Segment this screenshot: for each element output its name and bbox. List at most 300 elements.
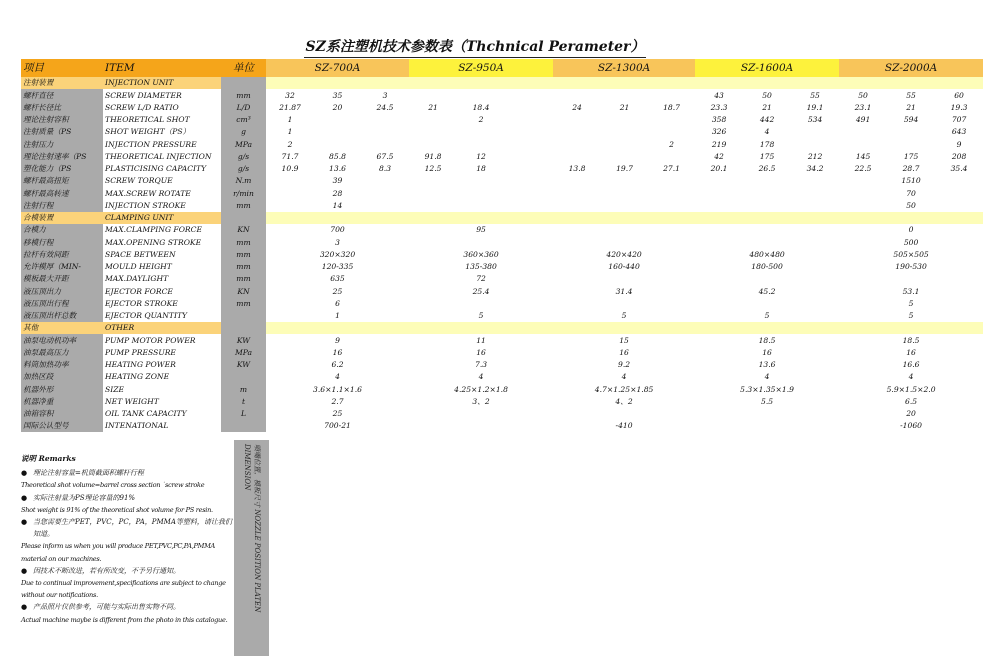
value-cell: [648, 200, 695, 212]
value-cell: 28: [332, 188, 343, 198]
value-cell: 5: [764, 311, 770, 321]
value-cell: 175: [759, 151, 775, 161]
row-unit: N.m: [221, 175, 266, 187]
row-label-en: THEORETICAL INJECTION: [103, 151, 221, 163]
row-label-cn: 模板最大开距: [21, 273, 103, 285]
value-cell: 1: [287, 127, 293, 137]
value-cell: [409, 114, 457, 126]
value-cell: [553, 175, 601, 187]
value-cell: 18.5: [902, 335, 920, 345]
value-cell: 91.8: [424, 151, 442, 161]
table-row: [21, 396, 983, 408]
table-row: [21, 310, 983, 322]
value-cell: [409, 126, 457, 138]
value-cell: 9: [335, 335, 340, 345]
value-cell: 4: [764, 127, 770, 137]
header-unit: 单位: [221, 59, 266, 77]
row-label-en: SCREW L/D RATIO: [103, 102, 221, 114]
row-label-en: SCREW TORQUE: [103, 175, 221, 187]
value-cell: 16: [619, 347, 629, 357]
row-label-en: INTENATIONAL: [103, 420, 221, 432]
value-cell: [457, 175, 505, 187]
value-cell: 3、2: [472, 396, 490, 406]
value-cell: [553, 138, 601, 150]
row-label-cn: 理论注射速率（PS: [21, 151, 103, 163]
value-cell: [409, 298, 553, 310]
value-cell: [361, 175, 409, 187]
value-cell: [361, 200, 409, 212]
row-label-en: NET WEIGHT: [103, 396, 221, 408]
value-cell: [553, 298, 695, 310]
value-cell: [601, 138, 648, 150]
value-cell: 6.2: [331, 360, 344, 370]
row-unit: [221, 371, 266, 383]
remarks-block: [21, 453, 233, 656]
value-cell: [839, 175, 887, 187]
value-cell: [409, 408, 553, 420]
value-cell: 635: [330, 274, 345, 284]
row-label-cn: 液压顶出力: [21, 285, 103, 297]
row-label-en: CLAMPING UNIT: [103, 212, 221, 224]
row-unit: mm: [221, 89, 266, 101]
value-cell: 55: [906, 90, 916, 100]
value-cell: 135-380: [465, 262, 497, 272]
value-cell: [695, 236, 839, 248]
value-cell: 43: [714, 90, 724, 100]
value-cell: 27.1: [663, 164, 681, 174]
row-label-cn: 螺杆直径: [21, 89, 103, 101]
value-cell: 50: [906, 200, 916, 210]
value-cell: 643: [951, 127, 967, 137]
value-cell: [695, 298, 839, 310]
table-row: [21, 175, 983, 187]
value-cell: 178: [759, 139, 775, 149]
value-cell: 16: [332, 347, 343, 357]
value-cell: 34.2: [806, 164, 824, 174]
value-cell: 45.2: [758, 286, 776, 296]
remark-item-en: Theoretical shot volume=barrel cross section ˙screw stroke: [21, 481, 205, 490]
table-row: [21, 420, 983, 432]
value-cell: 21.87: [279, 102, 301, 112]
value-cell: [935, 175, 983, 187]
row-unit: mm: [221, 261, 266, 273]
value-cell: 4: [764, 372, 770, 382]
value-cell: 67.5: [376, 151, 394, 161]
value-cell: [553, 114, 601, 126]
row-unit: [221, 212, 266, 224]
table-row: [21, 334, 983, 346]
row-label-cn: 螺杆长径比: [21, 102, 103, 114]
value-cell: [695, 408, 839, 420]
row-label-en: OIL TANK CAPACITY: [103, 408, 221, 420]
value-cell: 5.3×1.35×1.9: [740, 384, 794, 394]
row-unit: [221, 77, 266, 89]
row-label-en: MAX.SCREW ROTATE: [103, 187, 221, 199]
row-label-en: HEATING ZONE: [103, 371, 221, 383]
value-cell: [743, 187, 791, 199]
value-cell: 5.9×1.5×2.0: [886, 384, 936, 394]
value-cell: 707: [951, 115, 967, 125]
value-cell: [553, 187, 601, 199]
value-cell: [409, 138, 457, 150]
value-cell: 14: [332, 200, 343, 210]
value-cell: 212: [807, 151, 823, 161]
value-cell: 2.7: [331, 396, 344, 406]
value-cell: 7.3: [475, 360, 488, 370]
row-unit: [221, 310, 266, 322]
value-cell: 160-440: [608, 262, 640, 272]
row-label-cn: 注射装置: [21, 77, 103, 89]
row-label-cn: 加热区段: [21, 371, 103, 383]
value-cell: 26.5: [758, 164, 776, 174]
value-cell: [839, 126, 887, 138]
value-cell: [409, 236, 553, 248]
page-title: SZ系注塑机技术参数表（Thchnical Perameter）: [0, 36, 950, 58]
value-cell: 1: [287, 115, 293, 125]
value-cell: [791, 126, 839, 138]
value-cell: 326: [711, 127, 727, 137]
row-label-en: MAX.CLAMPING FORCE: [103, 224, 221, 236]
value-cell: 2: [287, 139, 293, 149]
value-cell: [743, 175, 791, 187]
value-cell: 320×320: [319, 249, 356, 259]
value-cell: [505, 138, 553, 150]
value-cell: 16: [906, 347, 916, 357]
value-cell: 21: [428, 102, 438, 112]
value-cell: 190-530: [895, 262, 927, 272]
row-label-en: OTHER: [103, 322, 221, 334]
row-label-cn: 拉杆有效间距: [21, 249, 103, 261]
value-cell: 2: [669, 139, 674, 149]
value-cell: [361, 138, 409, 150]
table-row: [21, 102, 983, 114]
value-cell: 2: [478, 115, 484, 125]
value-cell: 42: [714, 151, 724, 161]
row-label-cn: 合模力: [21, 224, 103, 236]
value-cell: 20: [906, 409, 916, 419]
table-row: [21, 273, 983, 285]
remark-item-cn: ● 产品照片仅供参考，可能与实际出售实物不同。: [21, 601, 233, 613]
value-cell: [791, 175, 839, 187]
value-cell: [505, 175, 553, 187]
row-unit: m: [221, 383, 266, 395]
value-cell: [553, 200, 601, 212]
value-cell: 11: [476, 335, 486, 345]
table-row: [21, 383, 983, 395]
value-cell: 18: [476, 164, 486, 174]
row-label-en: EJECTOR QUANTITY: [103, 310, 221, 322]
table-row: [21, 359, 983, 371]
value-cell: [505, 200, 553, 212]
value-cell: 534: [807, 115, 823, 125]
value-cell: [457, 200, 505, 212]
value-cell: 28.7: [902, 164, 920, 174]
row-label-en: SPACE BETWEEN: [103, 249, 221, 261]
value-cell: 0: [908, 225, 914, 235]
row-label-en: EJECTOR STROKE: [103, 298, 221, 310]
value-cell: 24.5: [376, 102, 394, 112]
value-cell: 32: [285, 90, 295, 100]
model-header-3: SZ-1600A: [695, 59, 839, 77]
value-cell: [648, 175, 695, 187]
value-cell: [409, 175, 457, 187]
value-cell: 16.6: [902, 360, 920, 370]
value-cell: 23.3: [710, 102, 728, 112]
remark-item-en: Due to continual improvement,specifications are subject to change without our notifications.: [21, 579, 226, 600]
value-cell: 358: [711, 115, 727, 125]
value-cell: 18.7: [663, 102, 681, 112]
value-cell: [505, 102, 553, 114]
section-fill: [266, 77, 983, 89]
row-unit: t: [221, 396, 266, 408]
row-unit: mm: [221, 298, 266, 310]
value-cell: 4、2: [615, 396, 633, 406]
value-cell: 53.1: [902, 286, 920, 296]
row-unit: g/s: [221, 151, 266, 163]
value-cell: [887, 138, 935, 150]
nozzle-position-panel: [234, 440, 269, 656]
value-cell: 39: [332, 176, 343, 186]
value-cell: 31.4: [615, 286, 633, 296]
value-cell: 594: [903, 115, 919, 125]
value-cell: 50: [762, 90, 772, 100]
value-cell: [601, 89, 648, 101]
value-cell: 5: [621, 311, 627, 321]
table-row: [21, 187, 983, 199]
row-unit: KW: [221, 334, 266, 346]
value-cell: [361, 126, 409, 138]
header-row: [21, 59, 983, 77]
row-label-en: MAX.OPENING STROKE: [103, 236, 221, 248]
row-label-cn: 其他: [21, 322, 103, 334]
value-cell: 19.7: [616, 164, 634, 174]
value-cell: [648, 151, 695, 163]
value-cell: 175: [903, 151, 919, 161]
value-cell: 442: [759, 115, 775, 125]
value-cell: [601, 114, 648, 126]
table-row: [21, 285, 983, 297]
row-unit: g: [221, 126, 266, 138]
row-label-cn: 合模装置: [21, 212, 103, 224]
value-cell: [791, 200, 839, 212]
nozzle-label-en: NOZZLE POSITION PLATEN DIMENSION: [243, 444, 261, 613]
row-label-cn: 塑化能力（PS: [21, 163, 103, 175]
value-cell: 5: [908, 311, 914, 321]
value-cell: 18.4: [472, 102, 490, 112]
remark-item-cn: ● 因技术不断改进，若有所改变，不予另行通知。: [21, 565, 233, 577]
row-label-en: PUMP PRESSURE: [103, 347, 221, 359]
value-cell: 22.5: [854, 164, 872, 174]
remark-item-cn: ● 实际注射量为PS理论容量的91%: [21, 492, 233, 504]
row-unit: mm: [221, 236, 266, 248]
value-cell: 1510: [901, 176, 921, 186]
row-unit: MPa: [221, 347, 266, 359]
value-cell: 85.8: [329, 151, 346, 161]
value-cell: 35: [332, 90, 343, 100]
value-cell: 25.4: [472, 286, 490, 296]
row-label-en: INJECTION STROKE: [103, 200, 221, 212]
value-cell: -1060: [900, 421, 923, 431]
value-cell: [695, 200, 743, 212]
value-cell: 360×360: [463, 249, 499, 259]
value-cell: 25: [332, 409, 343, 419]
section-fill: [266, 322, 983, 334]
value-cell: 4.7×1.25×1.85: [594, 384, 654, 394]
value-cell: [553, 273, 695, 285]
value-cell: 9.2: [618, 360, 631, 370]
value-cell: 15: [619, 335, 629, 345]
value-cell: 491: [855, 115, 871, 125]
table-row: [21, 126, 983, 138]
row-unit: KW: [221, 359, 266, 371]
value-cell: 13.6: [758, 360, 776, 370]
value-cell: [839, 200, 887, 212]
value-cell: 420×420: [606, 249, 642, 259]
row-label-cn: 料筒加热功率: [21, 359, 103, 371]
value-cell: [839, 273, 983, 285]
row-label-en: SCREW DIAMETER: [103, 89, 221, 101]
value-cell: [935, 187, 983, 199]
value-cell: 180-500: [751, 262, 783, 272]
table-row: [21, 249, 983, 261]
row-unit: L/D: [221, 102, 266, 114]
value-cell: 4: [908, 372, 914, 382]
value-cell: 72: [476, 274, 486, 284]
value-cell: 5: [908, 298, 914, 308]
value-cell: [457, 89, 505, 101]
value-cell: [361, 114, 409, 126]
value-cell: [601, 151, 648, 163]
value-cell: [457, 126, 505, 138]
row-label-cn: 液压顶出杆总数: [21, 310, 103, 322]
row-label-cn: 油泵电动机功率: [21, 334, 103, 346]
row-label-en: SHOT WEIGHT（PS）: [103, 126, 221, 138]
row-label-cn: 允许模厚（MIN-: [21, 261, 103, 273]
row-label-cn: 油泵最高压力: [21, 347, 103, 359]
row-label-cn: 理论注射容积: [21, 114, 103, 126]
row-label-en: THEORETICAL SHOT: [103, 114, 221, 126]
header-item-cn: 项目: [21, 59, 103, 77]
value-cell: 18.5: [758, 335, 776, 345]
value-cell: [553, 236, 695, 248]
row-label-cn: 液压顶出行程: [21, 298, 103, 310]
value-cell: 700: [330, 225, 345, 235]
value-cell: [266, 200, 314, 212]
row-unit: mm: [221, 200, 266, 212]
value-cell: [553, 151, 601, 163]
value-cell: 70: [906, 188, 916, 198]
value-cell: 145: [855, 151, 871, 161]
value-cell: [457, 138, 505, 150]
table-row: [21, 151, 983, 163]
row-label-cn: 油箱容积: [21, 408, 103, 420]
value-cell: 71.7: [281, 151, 299, 161]
row-label-en: EJECTOR FORCE: [103, 285, 221, 297]
value-cell: [695, 273, 839, 285]
value-cell: 16: [762, 347, 772, 357]
value-cell: [553, 89, 601, 101]
remark-item-cn: ● 理论注射容量=机筒截面积螺杆行程: [21, 467, 233, 479]
table-row: [21, 261, 983, 273]
value-cell: 4: [335, 372, 340, 382]
table-row: [21, 114, 983, 126]
value-cell: 21: [762, 102, 772, 112]
row-label-cn: 国际公认型号: [21, 420, 103, 432]
value-cell: 21: [906, 102, 916, 112]
value-cell: 21: [619, 102, 630, 112]
row-label-cn: 机器外形: [21, 383, 103, 395]
value-cell: 219: [711, 139, 727, 149]
row-unit: [221, 322, 266, 334]
value-cell: [695, 175, 743, 187]
value-cell: [648, 126, 695, 138]
value-cell: 55: [810, 90, 820, 100]
value-cell: [791, 187, 839, 199]
row-unit: r/min: [221, 187, 266, 199]
value-cell: 35.4: [950, 164, 968, 174]
value-cell: 12: [476, 151, 486, 161]
value-cell: 4: [478, 372, 484, 382]
value-cell: [314, 126, 361, 138]
table-row: [21, 200, 983, 212]
value-cell: [505, 187, 553, 199]
value-cell: 208: [951, 151, 967, 161]
value-cell: 20.1: [710, 164, 728, 174]
value-cell: [505, 89, 553, 101]
value-cell: [457, 187, 505, 199]
value-cell: [648, 187, 695, 199]
table-row: [21, 138, 983, 150]
value-cell: [409, 200, 457, 212]
value-cell: 24: [572, 102, 582, 112]
value-cell: 6: [335, 298, 340, 308]
value-cell: 19.3: [950, 102, 968, 112]
remark-item-cn: ● 当您需要生产PET，PVC，PC，PA，PMMA等塑料，请让我们知道。: [21, 516, 233, 540]
row-label-cn: 注射压力: [21, 138, 103, 150]
value-cell: 50: [858, 90, 868, 100]
value-cell: [648, 89, 695, 101]
row-unit: mm: [221, 273, 266, 285]
remark-item-en: Actual machine maybe is different from the photo in this catalogue.: [21, 615, 228, 624]
value-cell: [409, 89, 457, 101]
value-cell: [695, 224, 839, 236]
value-cell: [409, 187, 457, 199]
row-label-en: PUMP MOTOR POWER: [103, 334, 221, 346]
value-cell: [409, 420, 553, 432]
value-cell: [935, 200, 983, 212]
model-header-0: SZ-700A: [266, 59, 409, 77]
value-cell: [266, 175, 314, 187]
section-fill: [266, 212, 983, 224]
row-unit: KN: [221, 285, 266, 297]
row-label-cn: 螺杆最高扭矩: [21, 175, 103, 187]
value-cell: 13.8: [568, 164, 586, 174]
value-cell: 13.6: [329, 164, 346, 174]
value-cell: [553, 408, 695, 420]
value-cell: [266, 187, 314, 199]
value-cell: 1: [335, 311, 340, 321]
row-label-en: INJECTION PRESSURE: [103, 138, 221, 150]
value-cell: [505, 126, 553, 138]
value-cell: [695, 420, 839, 432]
row-unit: L: [221, 408, 266, 420]
row-label-cn: 注射行程: [21, 200, 103, 212]
table-row: [21, 347, 983, 359]
row-label-en: INJECTION UNIT: [103, 77, 221, 89]
value-cell: [648, 114, 695, 126]
row-label-en: MOULD HEIGHT: [103, 261, 221, 273]
value-cell: 5: [478, 311, 484, 321]
